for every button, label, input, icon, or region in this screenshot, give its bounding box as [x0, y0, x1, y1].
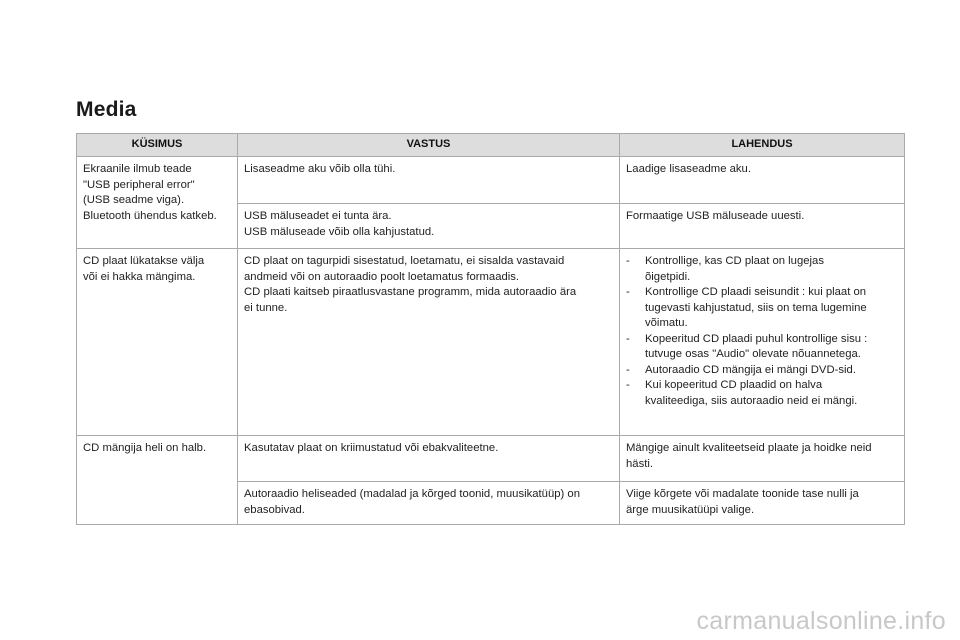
answer-text: Autoraadio heliseaded (madalad ja kõrged toonid, muusikatüüp) on: [244, 488, 580, 500]
page-title: Media: [76, 98, 137, 121]
header-question: KÜSIMUS: [77, 134, 238, 157]
header-solution: LAHENDUS: [620, 134, 905, 157]
list-item: [626, 332, 898, 363]
table-row: [77, 436, 905, 482]
bullet-marker: -: [626, 286, 630, 298]
solution-bullet-list: [626, 254, 898, 409]
bullet-marker: -: [626, 379, 630, 391]
solution-cell: [620, 482, 905, 525]
header-answer: VASTUS: [238, 134, 620, 157]
answer-text: andmeid või on autoraadio poolt loetamatus formaadis.: [244, 270, 520, 283]
answer-text: Lisaseadme aku võib olla tühi.: [244, 163, 396, 175]
answer-text: CD plaat on tagurpidi sisestatud, loetamatu, ei sisalda vastavaid: [244, 255, 565, 267]
list-item: [626, 254, 898, 285]
solution-text: Viige kõrgete või madalate toonide tase nulli ja: [626, 488, 859, 500]
watermark: carmanualsonline.info: [696, 607, 946, 635]
solution-text: Formaatige USB mäluseade uuesti.: [626, 210, 805, 222]
bullet-marker: -: [626, 363, 630, 376]
answer-text: CD plaati kaitseb piraatlusvastane programm, mida autoraadio ära: [244, 286, 577, 298]
bullet-text: Kontrollige, kas CD plaat on lugejas: [645, 255, 824, 267]
solution-cell: [620, 249, 905, 436]
question-text: või ei hakka mängima.: [83, 270, 196, 283]
list-item: [626, 285, 898, 332]
table-row: [77, 249, 905, 436]
bullet-text: Kontrollige CD plaadi seisundit : kui plaat on: [645, 286, 867, 298]
bullet-text: Kui kopeeritud CD plaadid on halva: [645, 379, 823, 391]
question-text: Ekraanile ilmub teade: [83, 163, 192, 175]
solution-text: ärge muusikatüüpi valige.: [626, 503, 755, 516]
faq-table: [76, 133, 905, 525]
solution-cell: [620, 204, 905, 249]
solution-cell: [620, 436, 905, 482]
answer-text: Kasutatav plaat on kriimustatud või ebakvaliteetne.: [244, 442, 499, 454]
answer-text: USB mäluseade võib olla kahjustatud.: [244, 225, 435, 238]
question-cell: [77, 249, 238, 436]
bullet-marker: -: [626, 332, 630, 345]
answer-cell: [238, 204, 620, 249]
answer-cell: [238, 482, 620, 525]
list-item: [626, 363, 898, 379]
list-item: [626, 378, 898, 409]
answer-text: USB mäluseadet ei tunta ära.: [244, 210, 392, 222]
solution-text: hästi.: [626, 457, 654, 470]
question-cell: [77, 157, 238, 249]
question-text: Bluetooth ühendus katkeb.: [83, 209, 217, 222]
solution-text: Laadige lisaseadme aku.: [626, 163, 751, 175]
solution-text: Mängige ainult kvaliteetseid plaate ja hoidke neid: [626, 442, 872, 454]
bullet-text: Autoraadio CD mängija ei mängi DVD-sid.: [645, 363, 856, 376]
table-row: [77, 157, 905, 204]
answer-cell: [238, 436, 620, 482]
bullet-text: võimatu.: [645, 317, 688, 329]
solution-cell: [620, 157, 905, 204]
bullet-text: tutvuge osas "Audio" olevate nõuannetega.: [645, 348, 861, 360]
bullet-text: Kopeeritud CD plaadi puhul kontrollige sisu :: [645, 332, 868, 345]
question-text: (USB seadme viga).: [83, 194, 185, 206]
answer-text: ei tunne.: [244, 301, 288, 314]
bullet-marker: -: [626, 255, 630, 267]
answer-text: ebasobivad.: [244, 503, 305, 516]
question-text: CD mängija heli on halb.: [83, 442, 207, 454]
bullet-text: kvaliteediga, siis autoraadio neid ei mängi.: [645, 394, 858, 407]
bullet-text: õigetpidi.: [645, 270, 691, 283]
question-text: "USB peripheral error": [83, 178, 195, 191]
answer-cell: [238, 157, 620, 204]
question-cell: [77, 436, 238, 525]
answer-cell: [238, 249, 620, 436]
bullet-text: tugevasti kahjustatud, siis on tema lugemine: [645, 301, 867, 314]
question-text: CD plaat lükatakse välja: [83, 255, 205, 267]
table-header-row: [77, 134, 905, 157]
